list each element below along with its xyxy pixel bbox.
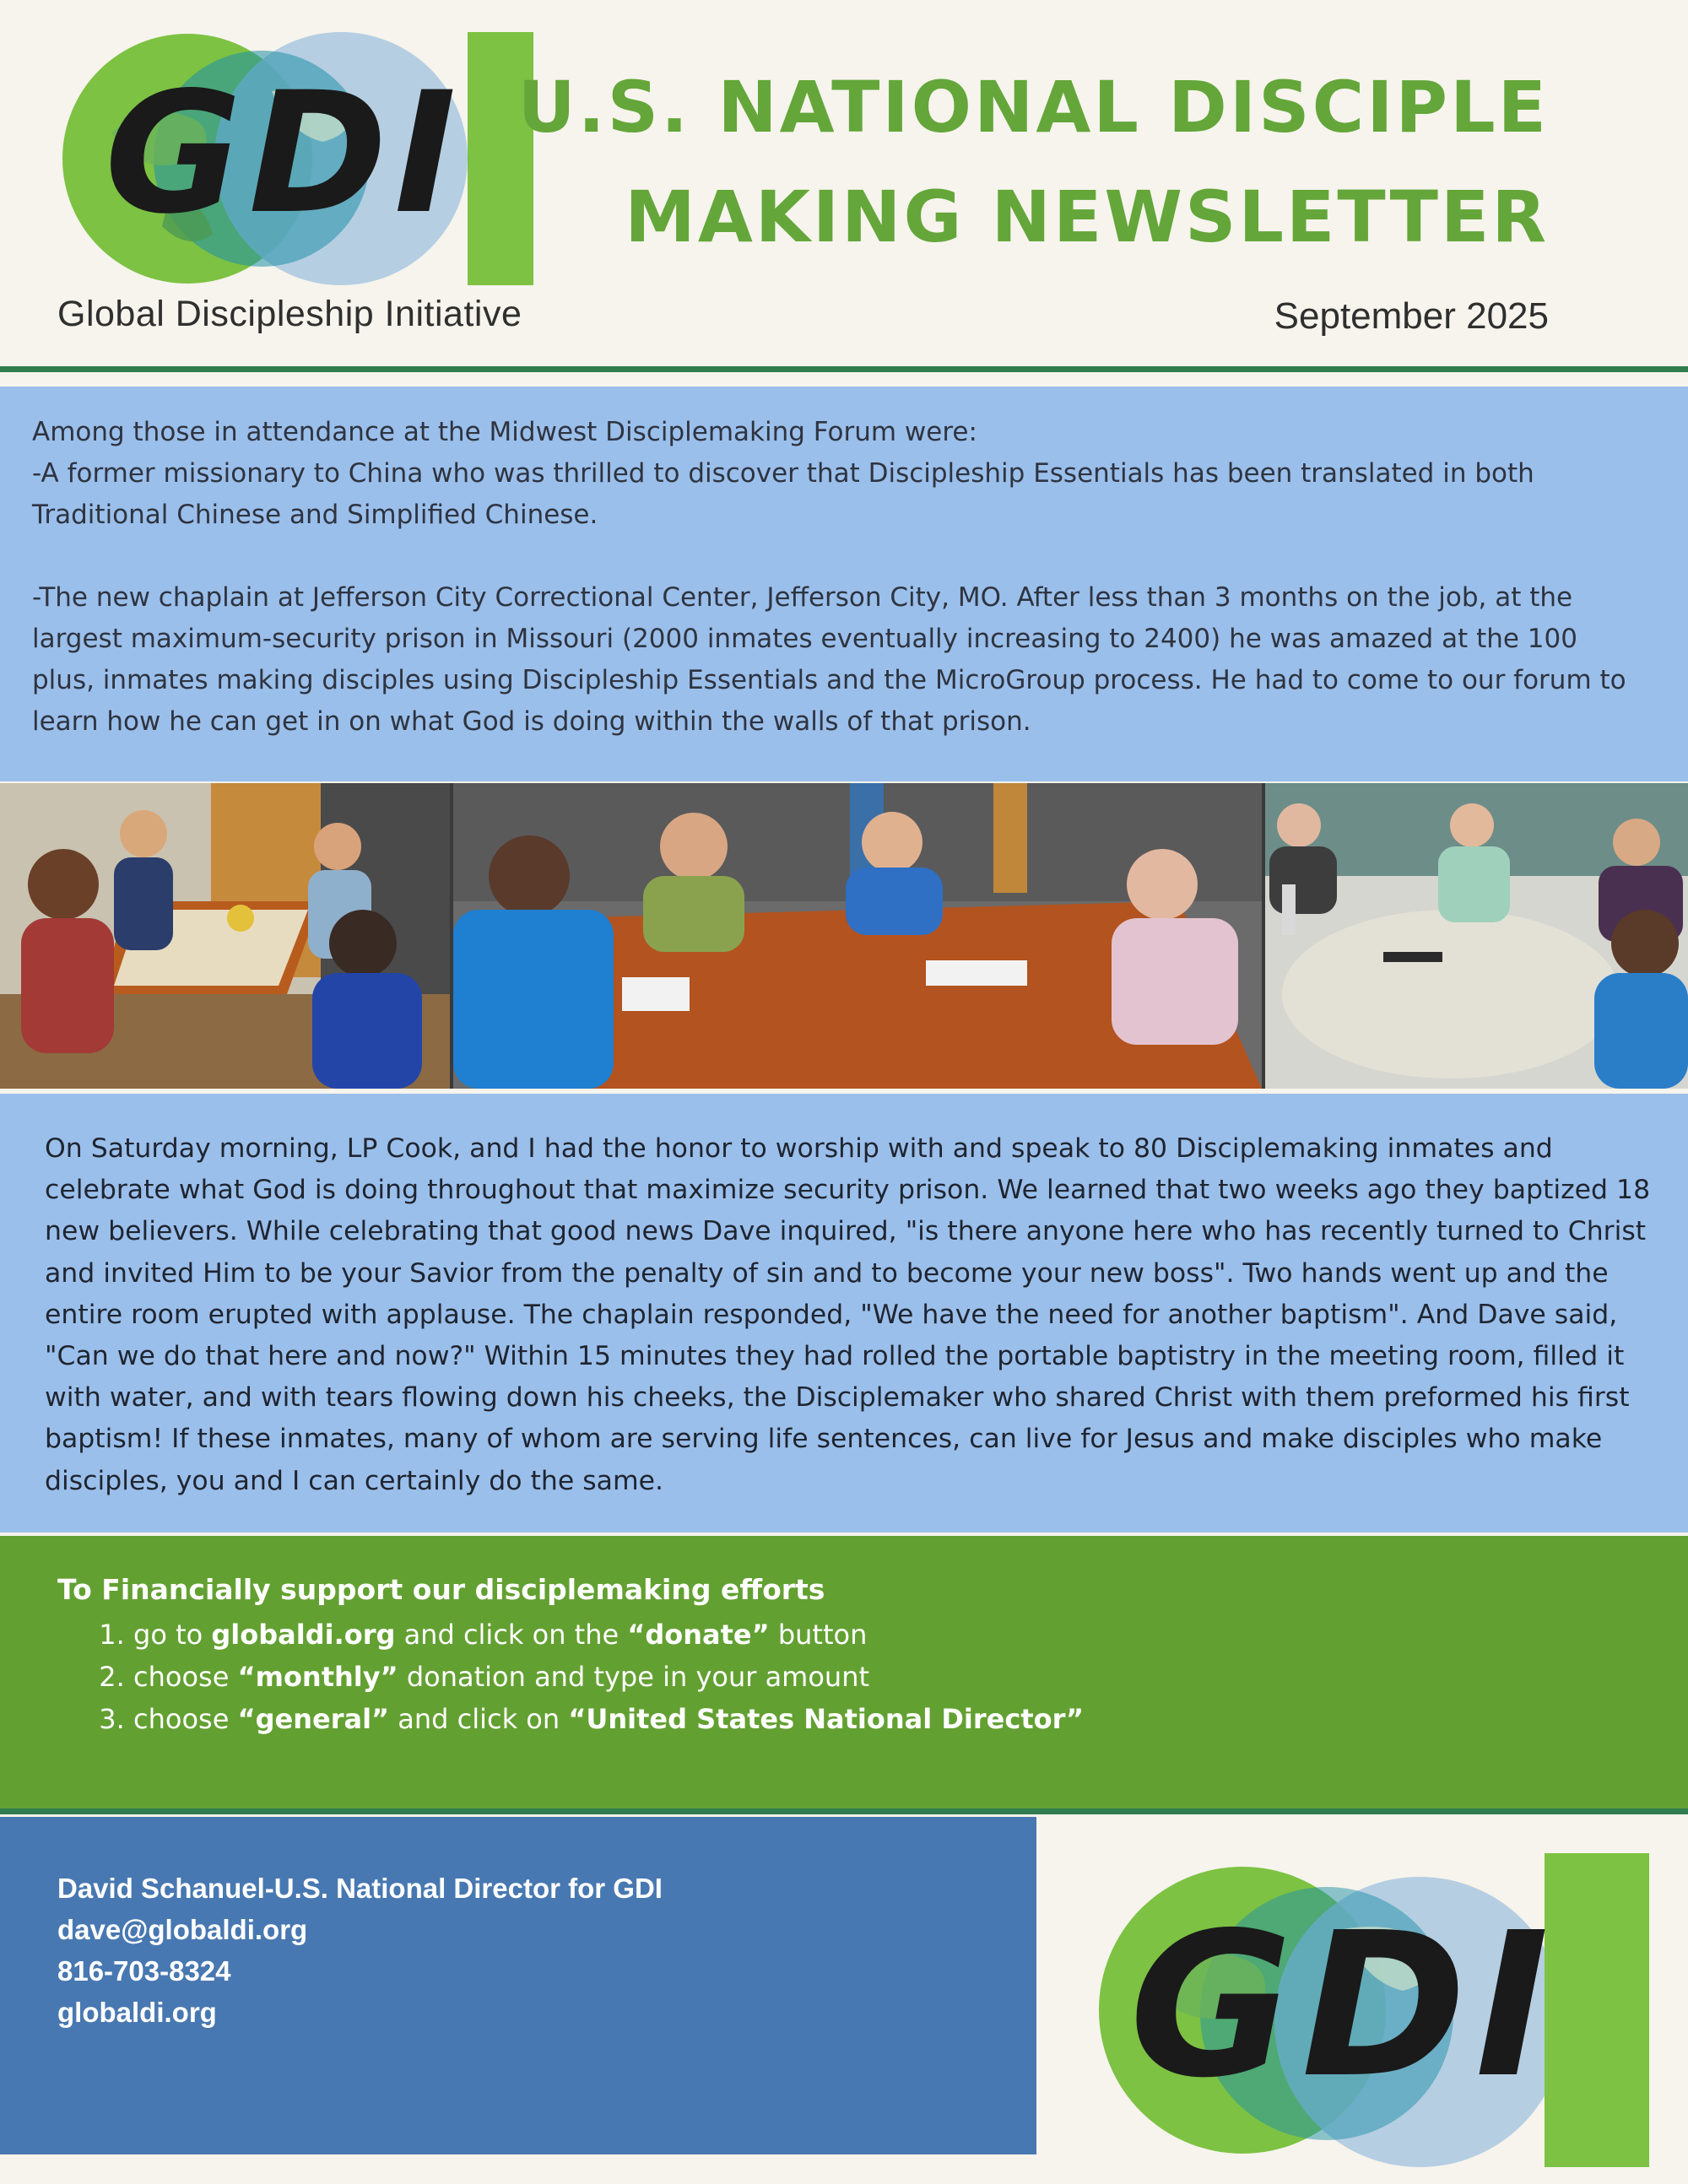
step-text: choose (133, 1703, 238, 1735)
director-keyword: “United States National Director” (568, 1703, 1085, 1735)
gdi-logo-footer (1082, 1853, 1649, 2167)
story-paragraph: On Saturday morning, LP Cook, and I had the honor to worship with and speak to 80 Disciplemaking inmates and celebrate what God is doing throughout that maximize security prison. We learned that two weeks ago they baptized 18 new believers. While celebrating that good news Dave inquired, "is there anyone here who has recently turned to Christ and invited Him to be your Savior from the penalty of sin and to become your new boss". Two hands went up and the entire room erupted with applause. The chaplain responded, "We have the need for another baptism". And Dave said, "Can we do that here and now?" Within 15 minutes they had rolled the portable baptistry in the meeting room, filled it with water, and with tears flowing down his cheeks, the Disciplemaker who shared Christ with them preformed his first baptism! If these inmates, many of whom are serving life sentences, can live for Jesus and make disciples who make disciples, you and I can certainly do the same. (45, 1133, 1651, 1496)
donate-heading: To Financially support our disciplemaking efforts (57, 1573, 825, 1606)
header-divider (0, 366, 1688, 372)
donate-keyword: “donate” (627, 1619, 770, 1651)
step-text: donation and type in your amount (398, 1661, 870, 1693)
footer-divider (0, 1808, 1688, 1814)
intro-paragraph-1: Among those in attendance at the Midwest Disciplemaking Forum were: -A former missionary to China who was thrilled to discover that Discipleship Essentials has been translated in both Traditional Chinese and Simplified Chinese. (32, 417, 1534, 530)
photo-strip (0, 783, 1688, 1089)
monthly-keyword: “monthly” (237, 1661, 398, 1693)
step-text: button (769, 1619, 868, 1651)
logo-footer-text: GDI (1129, 1889, 1558, 2122)
contact-name-title: David Schanuel-U.S. National Director for GDI (57, 1873, 663, 1904)
step-text: and click on the (395, 1619, 628, 1651)
contact-website[interactable]: globaldi.org (57, 1997, 217, 2028)
title-line-2: MAKING NEWSLETTER (625, 176, 1549, 258)
step-text: choose (133, 1661, 238, 1693)
donate-step-1 (133, 1614, 1084, 1656)
website-link[interactable]: globaldi.org (211, 1619, 396, 1651)
intro-paragraph-2: -The new chaplain at Jefferson City Correctional Center, Jefferson City, MO. After less than 3 months on the job, at the largest maximum-security prison in Missouri (2000 inmates eventually increasing to 2400) he was amazed at the 100 plus, inmates making disciples using Discipleship Essentials and the MicroGroup process. He had to come to our forum to learn how he can get in on what God is doing within the walls of that prison. (32, 582, 1626, 737)
logo-text: GDI (105, 56, 463, 251)
title-line-1: U.S. NATIONAL DISCIPLE (517, 66, 1549, 149)
contact-phone[interactable]: 816-703-8324 (57, 1955, 231, 1987)
donate-step-3 (133, 1698, 1084, 1740)
donate-section (0, 1536, 1688, 1808)
photo-small-group-women (0, 783, 450, 1089)
contact-email[interactable]: dave@globaldi.org (57, 1914, 308, 1945)
newsletter-title (494, 52, 1549, 272)
issue-date: September 2025 (1274, 295, 1549, 337)
story-section (0, 1094, 1688, 1533)
donate-step-2 (133, 1656, 1084, 1698)
photo-table-discussion (453, 783, 1262, 1089)
intro-section (0, 387, 1688, 781)
photo-round-table-group (1265, 783, 1688, 1089)
general-keyword: “general” (237, 1703, 390, 1735)
contact-section (0, 1817, 1036, 2154)
step-text: and click on (389, 1703, 569, 1735)
gdi-logo (52, 32, 533, 285)
donate-steps (59, 1614, 1084, 1740)
org-name: Global Discipleship Initiative (57, 294, 522, 334)
step-text: go to (133, 1619, 212, 1651)
